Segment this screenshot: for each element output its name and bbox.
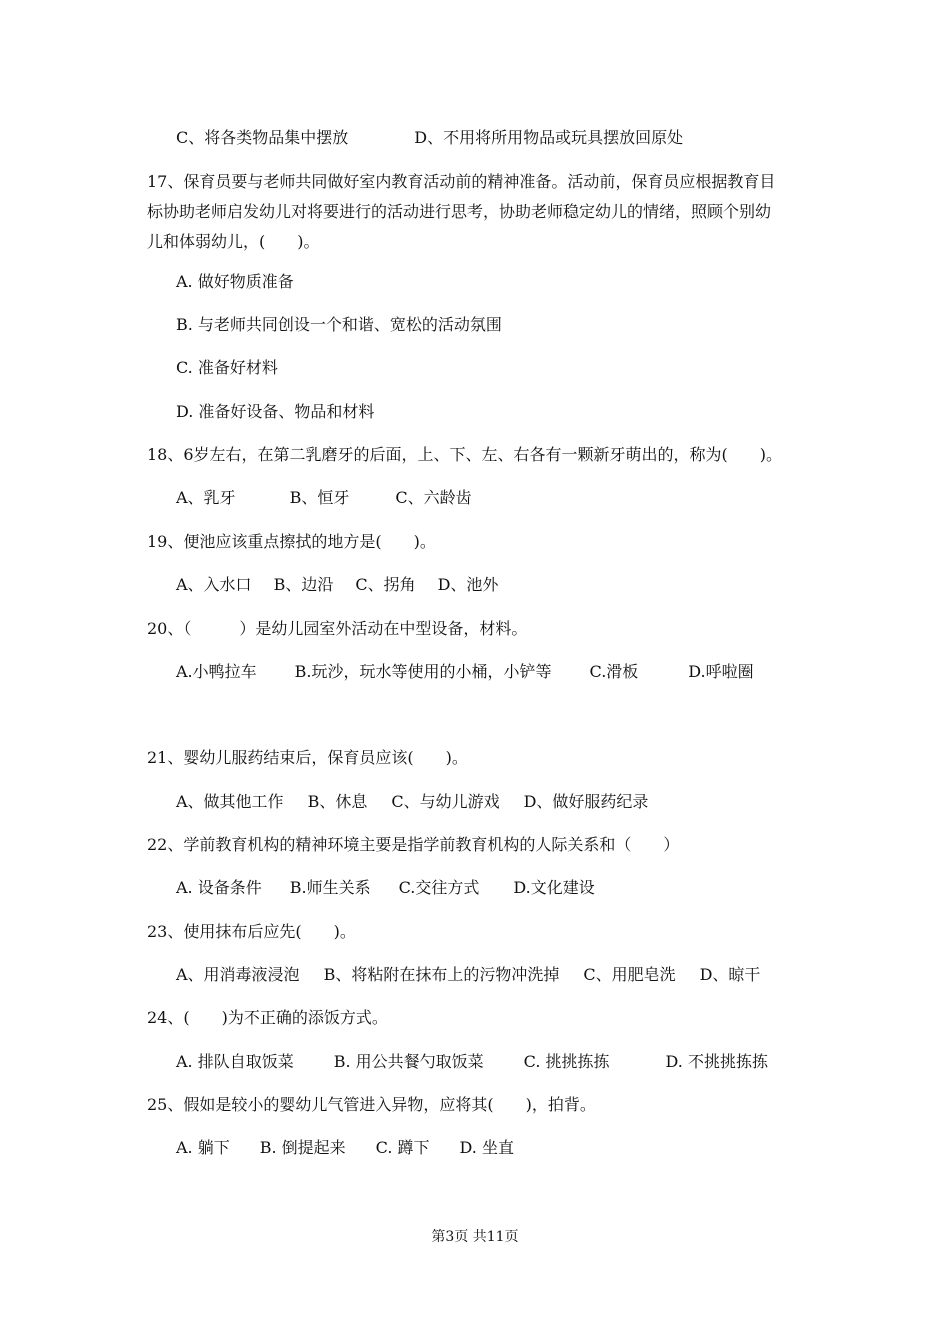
q17-text-line3: 儿和体弱幼儿，( )。 [147,232,320,251]
q20-option-d: D.呼啦圈 [688,662,754,681]
q21-options [176,792,648,812]
q19-option-c: C、拐角 [355,575,416,594]
q23-option-d: D、晾干 [699,965,761,984]
page-number-footer: 第3页 共11页 [431,1229,519,1245]
q21-option-b: B、休息 [307,792,368,811]
q19-text: 19、便池应该重点擦拭的地方是( )。 [147,532,436,551]
q17-option-b: B. 与老师共同创设一个和谐、宽松的活动氛围 [176,315,502,334]
q23-text: 23、使用抹布后应先( )。 [147,922,356,941]
q20-option-a: A.小鸭拉车 [176,662,257,681]
q22-option-a: A. 设备条件 [176,878,262,897]
q25-text: 25、假如是较小的婴幼儿气管进入异物，应将其( )，拍背。 [147,1095,596,1114]
q23-option-c: C、用肥皂洗 [583,965,676,984]
q17-option-a: A. 做好物质准备 [176,272,294,291]
q25-options [176,1138,514,1158]
q24-option-c: C. 挑挑拣拣 [523,1052,610,1071]
q18-option-c: C、六龄齿 [395,488,472,507]
q19-options [176,575,498,595]
q20-option-b: B.玩沙，玩水等使用的小桶，小铲等 [294,662,552,681]
q21-option-a: A、做其他工作 [176,792,284,811]
q23-option-b: B、将粘附在抹布上的污物冲洗掉 [323,965,560,984]
q19-option-a: A、入水口 [176,575,252,594]
q20-options [176,662,754,682]
q19-option-b: B、边沿 [273,575,334,594]
q22-options [176,878,595,898]
q17-option-d: D. 准备好设备、物品和材料 [176,402,375,421]
q24-option-b: B. 用公共餐勺取饭菜 [333,1052,484,1071]
q16-options [176,128,683,148]
q18-text: 18、6岁左右，在第二乳磨牙的后面，上、下、左、右各有一颗新牙萌出的，称为( )。 [147,445,783,464]
q24-option-a: A. 排队自取饭菜 [176,1052,294,1071]
q25-option-c: C. 蹲下 [375,1138,430,1157]
q21-option-c: C、与幼儿游戏 [391,792,500,811]
q16-option-d: D、不用将所用物品或玩具摆放回原处 [414,128,684,147]
q23-option-a: A、用消毒液浸泡 [176,965,300,984]
q18-options [176,488,472,508]
q23-options [176,965,760,985]
q19-option-d: D、池外 [437,575,499,594]
q22-option-b: B.师生关系 [289,878,371,897]
q21-option-d: D、做好服药纪录 [523,792,649,811]
q22-option-d: D.文化建设 [513,878,595,897]
q20-option-c: C.滑板 [589,662,639,681]
q17-text-line2: 标协助老师启发幼儿对将要进行的活动进行思考，协助老师稳定幼儿的情绪，照顾个别幼 [147,202,772,221]
q20-text: 20、（ ）是幼儿园室外活动在中型设备，材料。 [147,619,528,638]
q25-option-d: D. 坐直 [459,1138,514,1157]
q25-option-b: B. 倒提起来 [259,1138,346,1157]
q18-option-a: A、乳牙 [176,488,236,507]
q17-text-line1: 17、保育员要与老师共同做好室内教育活动前的精神准备。活动前，保育员应根据教育目 [147,172,776,191]
q22-option-c: C.交往方式 [398,878,480,897]
q18-option-b: B、恒牙 [289,488,350,507]
q25-option-a: A. 躺下 [176,1138,230,1157]
q24-options [176,1052,768,1072]
q16-option-c: C、将各类物品集中摆放 [176,128,349,147]
q22-text: 22、学前教育机构的精神环境主要是指学前教育机构的人际关系和（ ） [147,835,680,854]
q24-option-d: D. 不挑挑拣拣 [665,1052,768,1071]
q17-option-c: C. 准备好材料 [176,358,278,377]
q24-text: 24、( )为不正确的添饭方式。 [147,1008,388,1027]
q21-text: 21、婴幼儿服药结束后，保育员应该( )。 [147,748,468,767]
